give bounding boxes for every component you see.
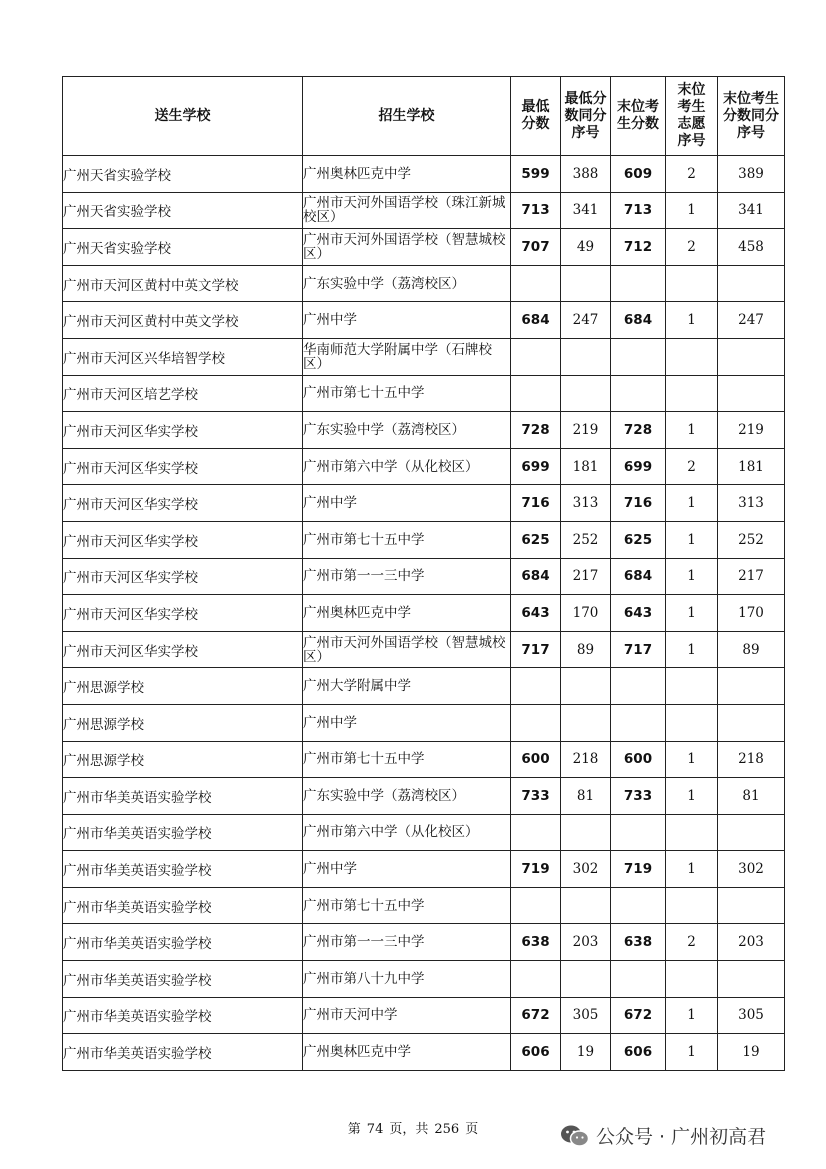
- watermark-text: 公众号 · 广州初高君: [596, 1126, 767, 1148]
- last-score-cell: 719: [611, 851, 666, 888]
- table-row: [63, 887, 785, 924]
- table-row: [63, 485, 785, 522]
- min-rank-cell: 170: [561, 595, 611, 632]
- last-rank-cell: [718, 814, 785, 851]
- min-rank-cell: [561, 814, 611, 851]
- table-row: [63, 375, 785, 412]
- min-rank-cell: [561, 265, 611, 302]
- send-school-cell: 广州市天河区兴华培智学校: [63, 338, 303, 375]
- min-score-cell: 599: [511, 156, 561, 193]
- table-row: [63, 338, 785, 375]
- table-row: [63, 229, 785, 266]
- last-score-cell: 638: [611, 924, 666, 961]
- send-school-cell: 广州市华美英语实验学校: [63, 1034, 303, 1071]
- table-row: [63, 1034, 785, 1071]
- header-min-rank: 最低分 数同分 序号: [561, 77, 611, 156]
- last-rank-cell: 247: [718, 302, 785, 339]
- send-school-cell: 广州市华美英语实验学校: [63, 814, 303, 851]
- min-rank-cell: 252: [561, 521, 611, 558]
- last-rank-cell: 181: [718, 448, 785, 485]
- last-score-cell: [611, 887, 666, 924]
- last-choice-cell: [666, 338, 718, 375]
- min-score-cell: 716: [511, 485, 561, 522]
- send-school-cell: 广州市天河区华实学校: [63, 412, 303, 449]
- send-school-cell: 广州市天河区华实学校: [63, 558, 303, 595]
- min-score-cell: 719: [511, 851, 561, 888]
- last-rank-cell: 252: [718, 521, 785, 558]
- send-school-cell: 广州市天河区华实学校: [63, 631, 303, 668]
- last-score-cell: [611, 338, 666, 375]
- last-score-cell: 643: [611, 595, 666, 632]
- footer-page-number: 74: [366, 1122, 384, 1137]
- send-school-cell: 广州市华美英语实验学校: [63, 924, 303, 961]
- last-choice-cell: 2: [666, 229, 718, 266]
- footer-page-total: 256: [434, 1122, 460, 1137]
- table-row: [63, 558, 785, 595]
- last-choice-cell: [666, 375, 718, 412]
- last-rank-cell: [718, 961, 785, 998]
- min-rank-cell: 388: [561, 156, 611, 193]
- table-row: [63, 741, 785, 778]
- recv-school-cell: 广州大学附属中学: [303, 668, 511, 705]
- min-rank-cell: [561, 961, 611, 998]
- last-score-cell: 712: [611, 229, 666, 266]
- min-rank-cell: [561, 375, 611, 412]
- last-rank-cell: 218: [718, 741, 785, 778]
- last-choice-cell: 1: [666, 851, 718, 888]
- table-row: [63, 521, 785, 558]
- table-row: [63, 778, 785, 815]
- last-rank-cell: 341: [718, 192, 785, 229]
- last-score-cell: 717: [611, 631, 666, 668]
- recv-school-cell: 广州奥林匹克中学: [303, 156, 511, 193]
- table-row: [63, 961, 785, 998]
- table-row: [63, 412, 785, 449]
- min-rank-cell: 341: [561, 192, 611, 229]
- last-rank-cell: 170: [718, 595, 785, 632]
- last-score-cell: 684: [611, 558, 666, 595]
- min-score-cell: [511, 265, 561, 302]
- last-choice-cell: 1: [666, 631, 718, 668]
- header-recv-school: 招生学校: [303, 77, 511, 156]
- recv-school-cell: 广州奥林匹克中学: [303, 1034, 511, 1071]
- send-school-cell: 广州思源学校: [63, 741, 303, 778]
- recv-school-cell: 广东实验中学（荔湾校区）: [303, 778, 511, 815]
- recv-school-cell: 广州市第七十五中学: [303, 521, 511, 558]
- min-rank-cell: 89: [561, 631, 611, 668]
- recv-school-cell: 广州市第六中学（从化校区）: [303, 814, 511, 851]
- wechat-icon: [560, 1124, 590, 1148]
- last-choice-cell: 1: [666, 778, 718, 815]
- last-rank-cell: 458: [718, 229, 785, 266]
- table-row: [63, 156, 785, 193]
- header-last-score: 末位考 生分数: [611, 77, 666, 156]
- last-score-cell: 716: [611, 485, 666, 522]
- min-score-cell: 713: [511, 192, 561, 229]
- last-rank-cell: [718, 375, 785, 412]
- last-rank-cell: [718, 887, 785, 924]
- footer-page-prefix: 第: [347, 1122, 361, 1137]
- table-row: [63, 997, 785, 1034]
- recv-school-cell: 广州中学: [303, 704, 511, 741]
- table-row: [63, 851, 785, 888]
- table-row: [63, 704, 785, 741]
- send-school-cell: 广州市华美英语实验学校: [63, 961, 303, 998]
- last-rank-cell: [718, 338, 785, 375]
- min-score-cell: 699: [511, 448, 561, 485]
- min-score-cell: 672: [511, 997, 561, 1034]
- header-send-school: 送生学校: [63, 77, 303, 156]
- send-school-cell: 广州市天河区华实学校: [63, 448, 303, 485]
- recv-school-cell: 广州市第一一三中学: [303, 558, 511, 595]
- send-school-cell: 广州市天河区培艺学校: [63, 375, 303, 412]
- recv-school-cell: 广州市第一一三中学: [303, 924, 511, 961]
- last-choice-cell: [666, 814, 718, 851]
- recv-school-cell: 广州市第六中学（从化校区）: [303, 448, 511, 485]
- last-score-cell: 699: [611, 448, 666, 485]
- send-school-cell: 广州市华美英语实验学校: [63, 778, 303, 815]
- send-school-cell: 广州市华美英语实验学校: [63, 887, 303, 924]
- send-school-cell: 广州天省实验学校: [63, 229, 303, 266]
- last-choice-cell: 1: [666, 302, 718, 339]
- last-choice-cell: 1: [666, 558, 718, 595]
- min-score-cell: [511, 338, 561, 375]
- last-choice-cell: 2: [666, 448, 718, 485]
- admission-table: [62, 76, 785, 1071]
- last-score-cell: [611, 375, 666, 412]
- last-choice-cell: [666, 887, 718, 924]
- footer-page-mid: 页，共: [389, 1122, 429, 1137]
- send-school-cell: 广州市天河区黄村中英文学校: [63, 265, 303, 302]
- min-score-cell: 638: [511, 924, 561, 961]
- last-score-cell: [611, 704, 666, 741]
- send-school-cell: 广州市华美英语实验学校: [63, 997, 303, 1034]
- send-school-cell: 广州市天河区华实学校: [63, 485, 303, 522]
- recv-school-cell: 广州市第八十九中学: [303, 961, 511, 998]
- min-rank-cell: [561, 887, 611, 924]
- watermark: [560, 1122, 766, 1149]
- last-rank-cell: [718, 265, 785, 302]
- recv-school-cell: 广州奥林匹克中学: [303, 595, 511, 632]
- header-last-choice: 末位 考生 志愿 序号: [666, 77, 718, 156]
- last-rank-cell: 89: [718, 631, 785, 668]
- table-row: [63, 631, 785, 668]
- min-rank-cell: 247: [561, 302, 611, 339]
- table-row: [63, 265, 785, 302]
- send-school-cell: 广州市华美英语实验学校: [63, 851, 303, 888]
- send-school-cell: 广州市天河区华实学校: [63, 595, 303, 632]
- min-rank-cell: 81: [561, 778, 611, 815]
- min-score-cell: [511, 375, 561, 412]
- recv-school-cell: 广州市天河中学: [303, 997, 511, 1034]
- last-score-cell: 728: [611, 412, 666, 449]
- send-school-cell: 广州市天河区黄村中英文学校: [63, 302, 303, 339]
- table-row: [63, 192, 785, 229]
- recv-school-cell: 华南师范大学附属中学（石牌校区）: [303, 338, 511, 375]
- min-score-cell: 600: [511, 741, 561, 778]
- last-rank-cell: 81: [718, 778, 785, 815]
- min-score-cell: [511, 814, 561, 851]
- min-score-cell: 625: [511, 521, 561, 558]
- last-choice-cell: 1: [666, 192, 718, 229]
- min-score-cell: 717: [511, 631, 561, 668]
- min-score-cell: 728: [511, 412, 561, 449]
- recv-school-cell: 广州市第七十五中学: [303, 887, 511, 924]
- last-rank-cell: [718, 704, 785, 741]
- min-score-cell: [511, 668, 561, 705]
- table-row: [63, 668, 785, 705]
- last-rank-cell: 305: [718, 997, 785, 1034]
- last-choice-cell: 1: [666, 521, 718, 558]
- min-score-cell: 606: [511, 1034, 561, 1071]
- min-rank-cell: [561, 704, 611, 741]
- table-row: [63, 448, 785, 485]
- min-rank-cell: 203: [561, 924, 611, 961]
- last-choice-cell: 2: [666, 924, 718, 961]
- recv-school-cell: 广东实验中学（荔湾校区）: [303, 265, 511, 302]
- min-score-cell: [511, 961, 561, 998]
- header-last-rank: 末位考生 分数同分 序号: [718, 77, 785, 156]
- min-rank-cell: 49: [561, 229, 611, 266]
- recv-school-cell: 广东实验中学（荔湾校区）: [303, 412, 511, 449]
- send-school-cell: 广州天省实验学校: [63, 192, 303, 229]
- min-score-cell: 643: [511, 595, 561, 632]
- last-choice-cell: 1: [666, 1034, 718, 1071]
- last-score-cell: 600: [611, 741, 666, 778]
- last-score-cell: [611, 961, 666, 998]
- last-choice-cell: 1: [666, 595, 718, 632]
- min-score-cell: 684: [511, 302, 561, 339]
- last-score-cell: 609: [611, 156, 666, 193]
- min-score-cell: 707: [511, 229, 561, 266]
- last-choice-cell: [666, 265, 718, 302]
- last-choice-cell: 1: [666, 997, 718, 1034]
- last-choice-cell: 1: [666, 412, 718, 449]
- send-school-cell: 广州市天河区华实学校: [63, 521, 303, 558]
- table-row: [63, 924, 785, 961]
- footer-page-suffix: 页: [465, 1122, 479, 1137]
- last-choice-cell: 1: [666, 485, 718, 522]
- recv-school-cell: 广州市天河外国语学校（珠江新城校区）: [303, 192, 511, 229]
- send-school-cell: 广州思源学校: [63, 668, 303, 705]
- last-choice-cell: [666, 704, 718, 741]
- last-choice-cell: [666, 668, 718, 705]
- recv-school-cell: 广州中学: [303, 302, 511, 339]
- last-score-cell: 713: [611, 192, 666, 229]
- last-score-cell: 606: [611, 1034, 666, 1071]
- last-score-cell: [611, 265, 666, 302]
- table-header-row: [63, 77, 785, 156]
- last-score-cell: 733: [611, 778, 666, 815]
- recv-school-cell: 广州市第七十五中学: [303, 741, 511, 778]
- min-rank-cell: 19: [561, 1034, 611, 1071]
- min-rank-cell: 181: [561, 448, 611, 485]
- min-rank-cell: 305: [561, 997, 611, 1034]
- min-rank-cell: 302: [561, 851, 611, 888]
- send-school-cell: 广州天省实验学校: [63, 156, 303, 193]
- last-rank-cell: 302: [718, 851, 785, 888]
- send-school-cell: 广州思源学校: [63, 704, 303, 741]
- recv-school-cell: 广州市天河外国语学校（智慧城校区）: [303, 631, 511, 668]
- min-score-cell: [511, 704, 561, 741]
- last-score-cell: [611, 668, 666, 705]
- min-rank-cell: 217: [561, 558, 611, 595]
- min-rank-cell: [561, 668, 611, 705]
- last-rank-cell: 313: [718, 485, 785, 522]
- min-rank-cell: 219: [561, 412, 611, 449]
- last-rank-cell: [718, 668, 785, 705]
- last-rank-cell: 389: [718, 156, 785, 193]
- table-row: [63, 595, 785, 632]
- recv-school-cell: 广州中学: [303, 851, 511, 888]
- last-rank-cell: 217: [718, 558, 785, 595]
- table-row: [63, 302, 785, 339]
- last-choice-cell: 2: [666, 156, 718, 193]
- recv-school-cell: 广州中学: [303, 485, 511, 522]
- min-rank-cell: [561, 338, 611, 375]
- last-score-cell: 672: [611, 997, 666, 1034]
- recv-school-cell: 广州市第七十五中学: [303, 375, 511, 412]
- last-choice-cell: 1: [666, 741, 718, 778]
- last-rank-cell: 19: [718, 1034, 785, 1071]
- min-rank-cell: 218: [561, 741, 611, 778]
- last-score-cell: 684: [611, 302, 666, 339]
- last-score-cell: [611, 814, 666, 851]
- last-choice-cell: [666, 961, 718, 998]
- header-min-score: 最低 分数: [511, 77, 561, 156]
- last-rank-cell: 203: [718, 924, 785, 961]
- last-score-cell: 625: [611, 521, 666, 558]
- min-score-cell: [511, 887, 561, 924]
- last-rank-cell: 219: [718, 412, 785, 449]
- min-rank-cell: 313: [561, 485, 611, 522]
- min-score-cell: 684: [511, 558, 561, 595]
- min-score-cell: 733: [511, 778, 561, 815]
- recv-school-cell: 广州市天河外国语学校（智慧城校区）: [303, 229, 511, 266]
- table-row: [63, 814, 785, 851]
